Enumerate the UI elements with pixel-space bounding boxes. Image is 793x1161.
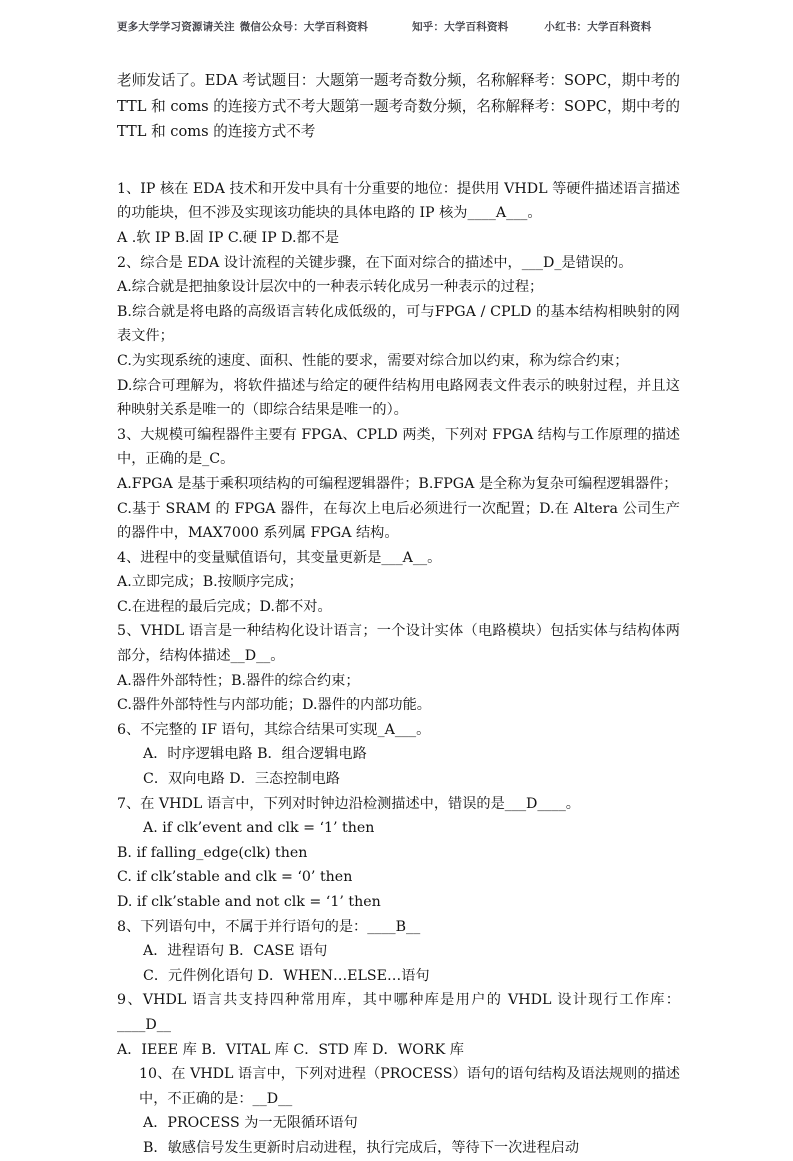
question-stem: 4、进程中的变量赋值语句，其变量更新是___A__。 <box>117 549 442 566</box>
question-stem: 8、下列语句中，不属于并行语句的是：____B__ <box>117 918 421 935</box>
document-header <box>117 17 678 35</box>
question-stem: 2、综合是 EDA 设计流程的关键步骤，在下面对综合的描述中，___D_是错误的。 <box>117 254 633 271</box>
question-option-line: A．时序逻辑电路 B．组合逻辑电路 <box>143 746 367 763</box>
question-stem: 6、不完整的 IF 语句，其综合结果可实现_A___。 <box>117 721 431 738</box>
question-option-line: A. if clk’event and clk = ‘1’ then <box>143 820 375 837</box>
question-option-line: A．IEEE 库 B．VITAL 库 C．STD 库 D．WORK 库 <box>117 1041 464 1058</box>
question-option-line: D.综合可理解为，将软件描述与给定的硬件结构用电路网表文件表示的映射过程，并且这种映射关系是唯一的（即综合结果是唯一的）。 <box>117 377 680 419</box>
header-xiaohongshu: 小红书：大学百科资料 <box>544 20 652 33</box>
question-option-line: A．进程语句 B．CASE 语句 <box>143 943 328 960</box>
question-option-line: B．敏感信号发生更新时启动进程，执行完成后，等待下一次进程启动 <box>143 1139 580 1156</box>
header-wechat: 微信公众号：大学百科资料 <box>239 20 369 33</box>
question-option-line: C.为实现系统的速度、面积、性能的要求，需要对综合加以约束，称为综合约束； <box>117 352 629 369</box>
question-option-line: A.FPGA 是基于乘积项结构的可编程逻辑器件；B.FPGA 是全称为复杂可编程逻辑器件； <box>117 475 678 492</box>
question-stem: 3、大规模可编程器件主要有 FPGA、CPLD 两类，下列对 FPGA 结构与工作原理的描述中，正确的是_C。 <box>117 426 680 468</box>
question-list <box>117 177 680 1161</box>
header-zhihu: 知乎：大学百科资料 <box>412 20 509 33</box>
question-stem: 9、VHDL 语言共支持四种常用库，其中哪种库是用户的 VHDL 设计现行工作库：____D__ <box>117 992 680 1033</box>
question-option-line: B.综合就是将电路的高级语言转化成低级的，可与FPGA / CPLD 的基本结构相映射的网表文件； <box>117 303 680 345</box>
question-option-line: B. if falling_edge(clk) then <box>117 844 308 861</box>
question-option-line: C.器件外部特性与内部功能；D.器件的内部功能。 <box>117 697 431 714</box>
question-option-line: C．双向电路 D．三态控制电路 <box>143 771 340 788</box>
question-stem: 7、在 VHDL 语言中，下列对时钟边沿检测描述中，错误的是___D____。 <box>117 795 580 812</box>
question-option-line: A．PROCESS 为一无限循环语句 <box>143 1115 358 1132</box>
intro-spacer <box>117 145 680 177</box>
question-option-line: C. if clk’stable and clk = ‘0’ then <box>117 869 353 886</box>
intro-paragraph: 老师发话了。EDA 考试题目：大题第一题考奇数分频，名称解释考：SOPC，期中考的 TTL 和 coms 的连接方式不考大题第一题考奇数分频，名称解释考：SOPC，期中考的 TTL 和 coms 的连接方式不考 <box>117 72 680 141</box>
question-option-line: A.立即完成；B.按顺序完成； <box>117 574 303 591</box>
header-promo-lead: 更多大学学习资源请关注 <box>117 20 235 33</box>
question-stem: 10、在 VHDL 语言中，下列对进程（PROCESS）语句的语句结构及语法规则的描述中，不正确的是：__D__ <box>139 1066 680 1107</box>
document-body <box>117 68 680 1161</box>
question-option-line: A.综合就是把抽象设计层次中的一种表示转化成另一种表示的过程； <box>117 279 544 296</box>
question-option-line: A .软 IP B.固 IP C.硬 IP D.都不是 <box>117 229 340 246</box>
question-option-line: C.在进程的最后完成；D.都不对。 <box>117 598 332 615</box>
question-stem: 5、VHDL 语言是一种结构化设计语言；一个设计实体（电路模块）包括实体与结构体两部分，结构体描述__D__。 <box>117 623 680 665</box>
question-option-line: C．元件例化语句 D．WHEN…ELSE…语句 <box>143 967 430 984</box>
question-stem: 1、IP 核在 EDA 技术和开发中具有十分重要的地位：提供用 VHDL 等硬件描述语言描述的功能块，但不涉及实现该功能块的具体电路的 IP 核为____A___。 <box>117 180 680 222</box>
question-option-line: C.基于 SRAM 的 FPGA 器件，在每次上电后必须进行一次配置；D.在 Altera 公司生产的器件中，MAX7000 系列属 FPGA 结构。 <box>117 500 680 542</box>
question-option-line: D. if clk’stable and not clk = ‘1’ then <box>117 894 381 910</box>
question-option-line: A.器件外部特性；B.器件的综合约束； <box>117 672 360 689</box>
